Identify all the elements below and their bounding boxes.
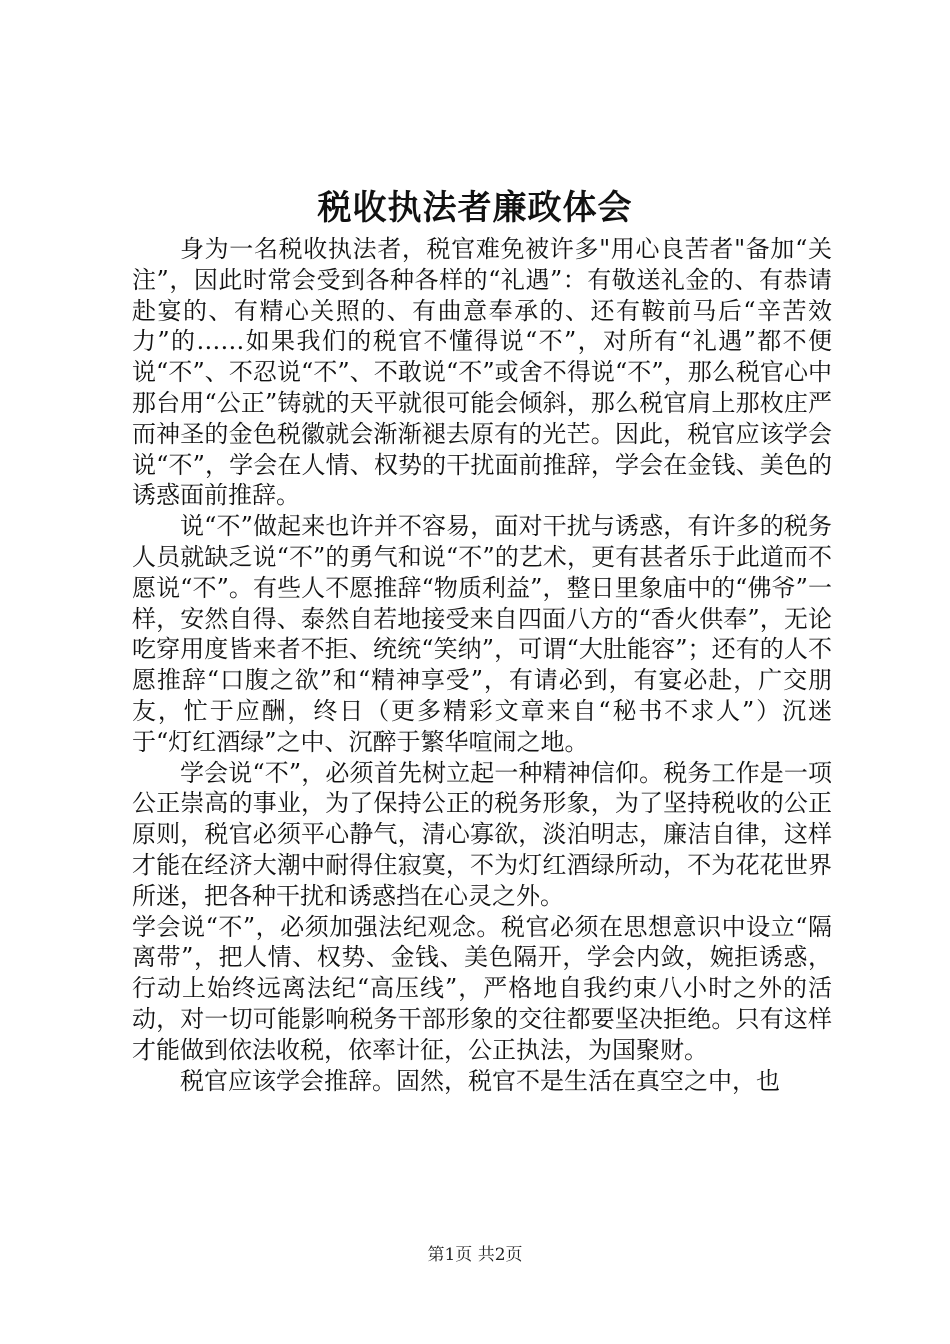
paragraph: 税官应该学会推辞。固然，税官不是生活在真空之中，也 [180,1066,780,1095]
page-footer: 第1页 共2页 [427,1245,523,1265]
document-body [132,234,832,1096]
paragraph: 学会说“不”，必须首先树立起一种精神信仰。税务工作是一项公正崇高的事业，为了保持公正的税务形象，为了坚持税收的公正原则，税官必须平心静气，清心寡欲，淡泊明志，廉洁自律，这样才能在经济大潮中耐得住寂寞，不为灯红酒绿所动，不为花花世界所迷，把各种干扰和诱惑挡在心灵之外。 [132,758,832,910]
paragraph: 身为一名税收执法者，税官难免被许多"用心良苦者"备加“关注”，因此时常会受到各种各样的“礼遇”：有敬送礼金的、有恭请赴宴的、有精心关照的、有曲意奉承的、还有鞍前马后“辛苦效力”的……如果我们的税官不懂得说“不”，对所有“礼遇”都不便说“不”、不忍说“不”、不敢说“不”或舍不得说“不”，那么税官心中那台用“公正”铸就的天平就很可能会倾斜，那么税官肩上那枚庄严而神圣的金色税徽就会渐渐褪去原有的光芒。因此，税官应该学会说“不”，学会在人情、权势的干扰面前推辞，学会在金钱、美色的诱惑面前推辞。 [132,235,832,510]
paragraph: 学会说“不”，必须加强法纪观念。税官必须在思想意识中设立“隔离带”，把人情、权势、金钱、美色隔开，学会内敛，婉拒诱惑，行动上始终远离法纪“高压线”，严格地自我约束八小时之外的活动，对一切可能影响税务干部形象的交往都要坚决拒绝。只有这样才能做到依法收税，依率计征，公正执法，为国聚财。 [132,912,832,1064]
document-title: 税收执法者廉政体会 [317,188,633,228]
paragraph: 说“不”做起来也许并不容易，面对干扰与诱惑，有许多的税务人员就缺乏说“不”的勇气和说“不”的艺术，更有甚者乐于此道而不愿说“不”。有些人不愿推辞“物质利益”，整日里象庙中的“佛爷”一样，安然自得、泰然自若地接受来自四面八方的“香火供奉”，无论吃穿用度皆来者不拒、统统“笑纳”，可谓“大肚能容”；还有的人不愿推辞“口腹之欲”和“精神享受”，有请必到，有宴必赴，广交朋友，忙于应酬，终日（更多精彩文章来自“秘书不求人”）沉迷于“灯红酒绿”之中、沉醉于繁华喧闹之地。 [132,512,832,756]
